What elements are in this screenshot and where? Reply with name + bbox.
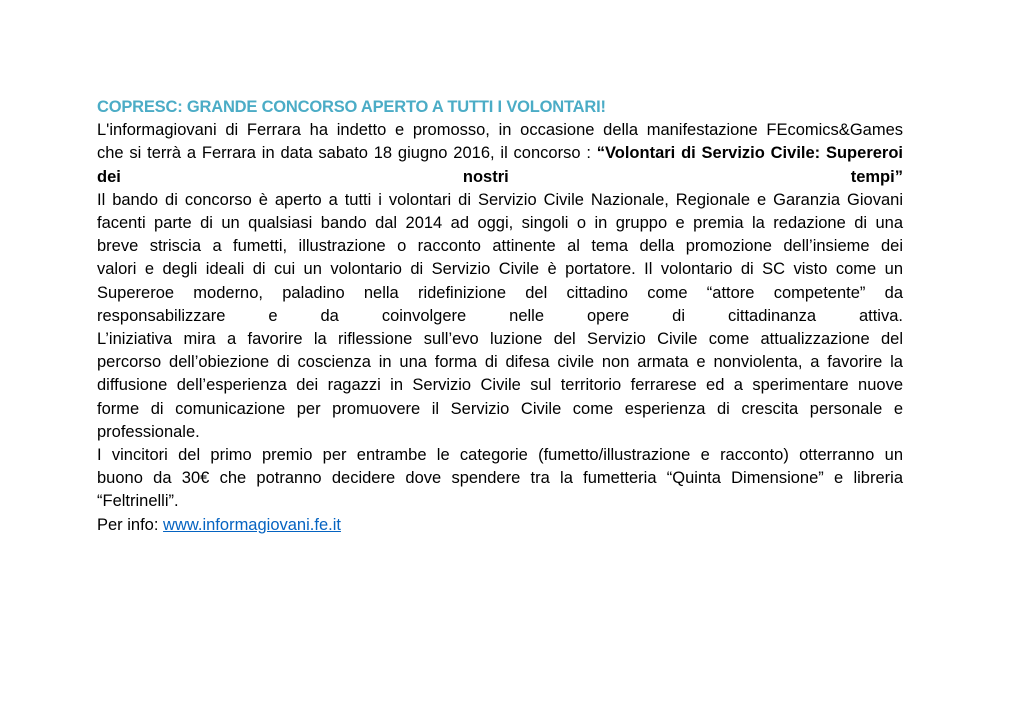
contest-name-word: dei [97,167,121,186]
paragraph-3-last-line: professionale. [97,422,200,441]
paragraph-3-line: forme di comunicazione per promuovere il Servizio Civile come esperienza di crescita personale e [97,399,903,418]
spread-word: da [320,306,339,325]
spread-word: opere [586,306,630,325]
paragraph-4-last-line: “Feltrinelli”. [97,492,179,511]
paragraph-1-line-2 [97,142,903,165]
contest-name-word: nostri [462,167,509,186]
info-link[interactable]: www.informagiovani.fe.it [163,515,341,534]
paragraph-2-line: Il bando di concorso è aperto a tutti i volontari di Servizio Civile Nazionale, Regionale e Garanzia Giovani [97,190,903,209]
spread-word: cittadinanza [727,306,816,325]
paragraph-2-line: breve striscia a fumetti, illustrazione o racconto attinente al tema della promozione dell’insieme dei [97,237,903,256]
paragraph-3-line: diffusione dell’esperienza dei ragazzi in Servizio Civile sul territorio ferrarese ed a sperimentare nuove [97,376,903,395]
paragraph-1-line-3 [97,166,903,189]
paragraph-4-line: I vincitori del primo premio per entrambe le categorie (fumetto/illustrazione e racconto) otterranno un [97,446,903,465]
spread-word: nelle [509,306,545,325]
paragraph-4-line: buono da 30€ che potranno decidere dove spendere tra la fumetteria “Quinta Dimensione” e libreria [97,469,903,488]
paragraph-2-line: valori e degli ideali di cui un volontario di Servizio Civile è portatore. Il volontario di SC visto come un [97,260,903,279]
paragraph-1-line-2-text: che si terrà a Ferrara in data sabato 18 giugno 2016, il concorso : [97,144,597,163]
spread-word: responsabilizzare [97,306,226,325]
spread-word: attiva. [858,306,903,325]
contest-name-word: tempi” [850,167,903,186]
spread-word: coinvolgere [381,306,467,325]
info-line [97,514,903,537]
paragraph-2-line: Supereroe moderno, paladino nella ridefinizione del cittadino come “attore competente” da [97,283,903,302]
paragraph-1-line-1: L'informagiovani di Ferrara ha indetto e promosso, in occasione della manifestazione FEcomics&Games [97,121,903,140]
paragraph-2-line: facenti parte di un qualsiasi bando dal 2014 ad oggi, singoli o in gruppo e premia la redazione di una [97,214,903,233]
paragraph-3-line: percorso dell’obiezione di coscienza in una forma di difesa civile non armata e nonviolenta, a favorire la [97,353,903,372]
document-title: COPRESC: GRANDE CONCORSO APERTO A TUTTI I VOLONTARI! [97,98,606,116]
info-label: Per info: [97,515,164,534]
paragraph-2-spread-line [97,305,903,328]
spread-word: di [672,306,685,325]
document-page [97,96,903,537]
contest-name-part-1: “Volontari di Servizio Civile: Supereroi [596,144,903,163]
paragraph-3-line: L’iniziativa mira a favorire la riflessione sull’evo luzione del Servizio Civile come attualizzazione del [97,330,903,349]
spread-word: e [268,306,278,325]
